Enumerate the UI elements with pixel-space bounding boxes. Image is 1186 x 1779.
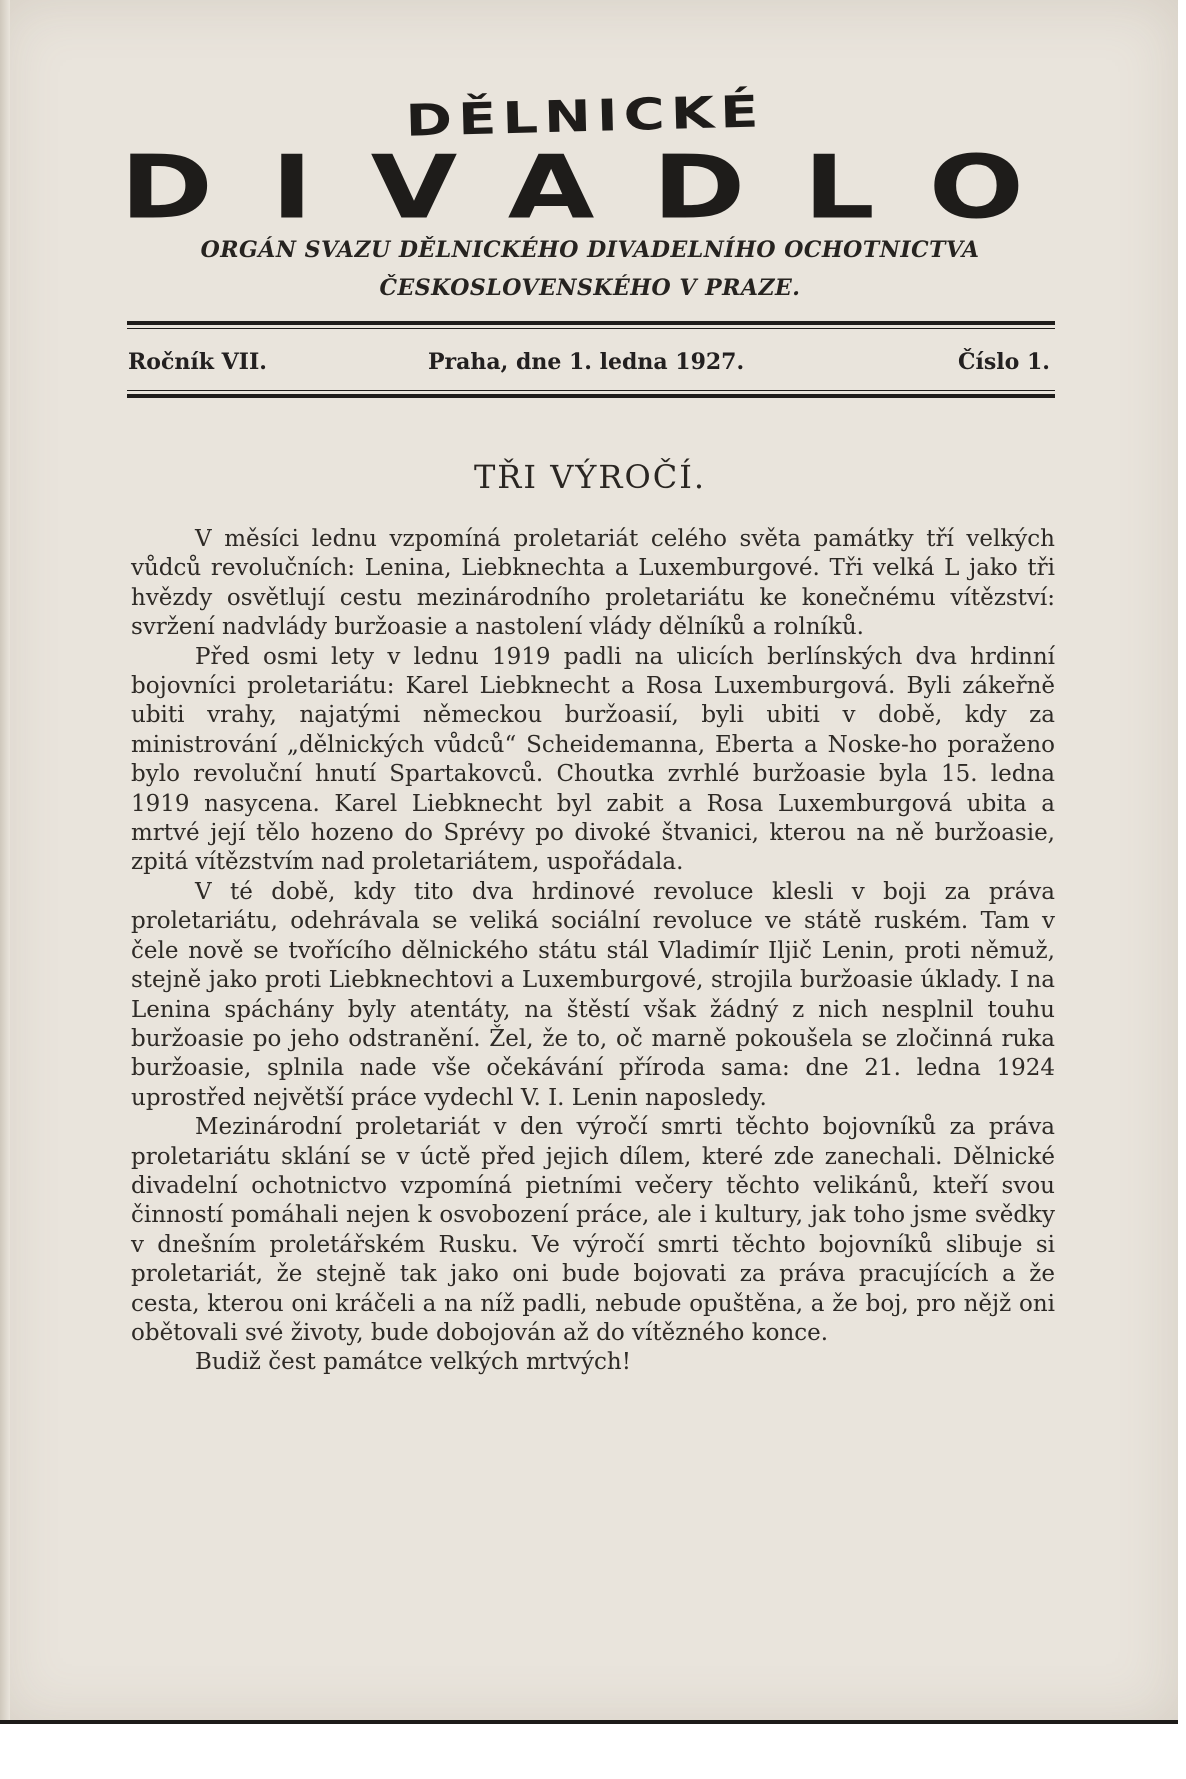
issue-date: Praha, dne 1. ledna 1927.: [428, 349, 745, 375]
masthead-title: DIVADLO: [120, 137, 1082, 239]
header-rule-bottom-thick: [127, 394, 1055, 398]
article-paragraph: Před osmi lety v lednu 1919 padli na ulicích berlínských dva hrdinní bojovníci proletariátu: Karel Liebknecht a Rosa Luxemburgová. Byli zákeřně ubiti vrahy, najatými německou buržoasií, byli ubiti v době, kdy za ministrování „dělnických vůdců“ Scheidemanna, Eberta a Noske-ho poraženo bylo revoluční hnutí Spartakovců. Choutka zvrhlé buržoasie byla 15. ledna 1919 nasycena. Karel Liebknecht byl zabit a Rosa Luxemburgová ubita a mrtvé její tělo hozeno do Sprévy po divoké štvanici, kterou na ně buržoasie, zpitá vítězstvím nad proletariátem, uspořádala.: [131, 643, 1055, 876]
article-body: [131, 525, 1055, 1378]
article-paragraph: V měsíci lednu vzpomíná proletariát celého světa památky tří velkých vůdců revolučních: Lenina, Liebknechta a Luxemburgové. Tři velká L jako tři hvězdy osvětlují cestu mezinárodního proletariátu ke konečnému vítězství: svržení nadvlády buržoasie a nastolení vlády dělníků a rolníků.: [131, 526, 1055, 641]
header-rule-bottom-thin: [127, 390, 1055, 391]
masthead-top-word: DĚLNICKÉ: [404, 86, 766, 147]
header-rule-top-thick: [127, 321, 1055, 325]
page-edge: [0, 0, 10, 1724]
article-title: TŘI VÝROČÍ.: [473, 458, 707, 496]
article-paragraph: V té době, kdy tito dva hrdinové revoluce klesli v boji za práva proletariátu, odehrávala se veliká sociální revoluce ve státě ruském. Tam v čele nově se tvořícího dělnického státu stál Vladimír Iljič Lenin, proti němuž, stejně jako proti Liebknechtovi a Luxemburgové, strojila buržoasie úklady. I na Lenina spáchány byly atentáty, na štěstí však žádný z nich nesplnil touhu buržoasie po jeho odstranění. Žel, že to, oč marně pokoušela se zločinná ruka buržoasie, splnila nade vše očekávání příroda sama: dne 21. ledna 1924 uprostřed největší práce vydechl V. I. Lenin naposledy.: [131, 878, 1055, 1111]
header-rule-top-thin: [127, 328, 1055, 329]
masthead-subtitle-line1: ORGÁN SVAZU DĚLNICKÉHO DIVADELNÍHO OCHOTNICTVA: [200, 237, 980, 263]
article-paragraph: Mezinárodní proletariát v den výročí smrti těchto bojovníků za práva proletariátu sklání se v úctě před jejich dílem, které zde zanechali. Dělnické divadelní ochotnictvo vzpomíná pietními večery těchto velikánů, kteří svou činností pomáhali nejen k osvobození práce, ale i kultury, jak toho jsme svědky v dnešním proletářském Rusku. Ve výročí smrti těchto bojovníků slibuje si proletariát, že stejně tak jako oni bude bojovati za práva pracujících a že cesta, kterou oni kráčeli a na níž padli, nebude opuštěna, a že boj, pro nějž oni obětovali své životy, bude dobojován až do vítězného konce.: [131, 1114, 1055, 1346]
issue-number: Číslo 1.: [958, 349, 1050, 375]
volume-label: Ročník VII.: [128, 349, 267, 375]
masthead-subtitle-line2: ČESKOSLOVENSKÉHO V PRAZE.: [379, 275, 801, 301]
article-paragraph: Budiž čest památce velkých mrtvých!: [195, 1349, 631, 1376]
